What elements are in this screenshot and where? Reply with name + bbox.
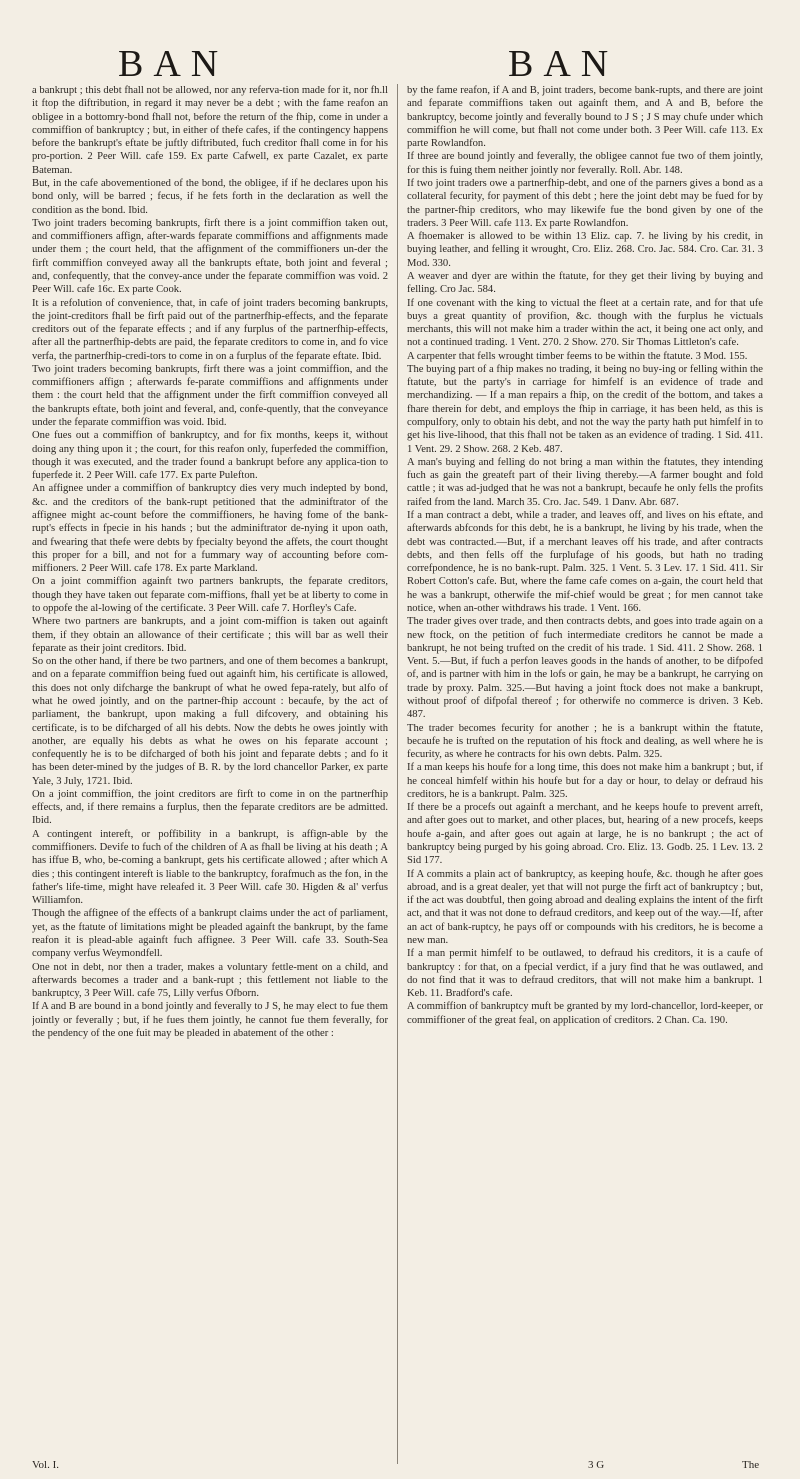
catchword: The (742, 1459, 760, 1471)
paragraph: It is a refolution of convenience, that, in cafe of joint traders becoming bankrupts, the joint-creditors fhall be firft paid out of the partnerfhip-effects, and the feparate creditors out of the feparate effects ; and if any furplus of the partnerfhip-effects, after all the partnerfhip-debts are paid, the feparate creditors to come in, and fo vice verfa, the partnerfhip-credi-tors to come in on a furplus of the feparate eftate. Ibid. (32, 297, 388, 362)
paragraph: A commiffion of bankruptcy muft be granted by my lord-chancellor, lord-keeper, or commiffioner of the great feal, on application of creditors. 2 Chan. Ca. 190. (407, 1001, 763, 1026)
paragraph: Two joint traders becoming bankrupts, firft there was a joint commiffion, and the commiffioners affign ; afterwards fe-parate commiffions and affignments under them : the court held that the affignment under the firft commiffion conveyed all the bankrupts eftate, both joint and feveral, and, confe-quently, that the conveyance under the feparate commiffion was void. Ibid. (32, 363, 388, 429)
left-column (32, 84, 388, 1464)
paragraph: Two joint traders becoming bankrupts, firft there is a joint commiffion taken out, and commiffioners affign, after-wards feparate commiffions and affignments made under them ; the court held, that the affignment of the commiffioners un-der the firft commiffion conveyed away all the bankrupts eftate, both joint and feveral ; and, confequently, that the convey-ance under the feparate commiffion was void. 2 Peer Will. cafe 16c. Ex parte Cook. (32, 217, 388, 296)
paragraph: If a man keeps his houfe for a long time, this does not make him a bankrupt ; but, if he conceal himfelf within his houfe but for a day or hour, to delay or defraud his creditors, he is a bankrupt. Palm. 325. (407, 762, 763, 800)
column-divider (397, 84, 398, 1464)
paragraph: But, in the cafe abovementioned of the bond, the obligee, if if he declares upon his bond only, will be barred ; fecus, if he fets forth in the declaration as well the condition as the bond. Ibid. (32, 177, 388, 216)
paragraph: One fues out a commiffion of bankruptcy, and for fix months, keeps it, without doing any thing upon it ; the court, for this reafon only, fuperfeded the commiffion, though it was executed, and the trader found a bankrupt before any applica-tion to fuperfede it. 2 Peer Will. cafe 177. Ex parte Pulefton. (32, 430, 388, 482)
paragraph: The trader gives over trade, and then contracts debts, and goes into trade again on a new ftock, on the petition of fuch intermediate creditors he cannot be made a bankrupt, he not being trufted on the credit of his trade. 1 Sid. 411. 2 Show. 268. 1 Vent. 5.—But, if fuch a perfon leaves goods in the hands of another, to be difpofed of, and is partner with him in the lofs or gain, he may be a bankrupt, he carrying on trade by proxy. Palm. 325.—But having a joint ftock does not make a bankrupt, without proof of difpofal thereof ; for otherwife no commerce is driven. 3 Keb. 487. (407, 616, 763, 721)
paragraph: If one covenant with the king to victual the fleet at a certain rate, and for that ufe buys a great quantity of provifion, &c. though with the furplus he victuals merchants, this will not make him a trader within the act, it being one act only, and not a continued trading. 1 Vent. 270. 2 Show. 270. Sir Thomas Littleton's cafe. (407, 297, 763, 349)
paragraph: The buying part of a fhip makes no trading, it being no buy-ing or felling within the ftatute, but the party's in carriage for himfelf is an evidence of trade and merchandizing. — If a man repairs a fhip, on the credit of the bottom, and takes a fhare therein for debt, and employs the fhip in carriage, it has been held, as this is compulfory, only to obtain his debt, and not the way the party hath put himfelf in to get his live-lihood, that this fhall not be taken as an evidence of trading. 1 Sid. 411. 1 Vent. 29. 2 Show. 268. 2 Keb. 487. (407, 363, 763, 455)
paragraph: If there be a procefs out againft a merchant, and he keeps houfe to prevent arreft, and after goes out to market, and other places, but, hearing of a new procefs, keeps houfe a-gain, and after goes out again at large, he is no bankrupt ; the act of bankruptcy being purged by his going abroad. Cro. Eliz. 13. Godb. 25. 1 Lev. 13. 2 Sid 177. (407, 802, 763, 867)
paragraph: If A commits a plain act of bankruptcy, as keeping houfe, &c. though he after goes abroad, and is a great dealer, yet that will not purge the firft act of bankruptcy ; but, if the act was doubtful, then going abroad and dealing explains the intent of the firft act, and that it was not done to defraud creditors, and keep out of the way.—If, after an act of bank-ruptcy, he pays off or compounds with his creditors, he is become a new man. (407, 868, 763, 946)
paragraph: One not in debt, nor then a trader, makes a voluntary fettle-ment on a child, and afterwards becomes a trader and a bank-rupt ; this fettlement not liable to the bankruptcy, 3 Peer Will. cafe 75, Lilly verfus Ofborn. (32, 961, 388, 1000)
paragraph: On a joint commiffion againft two partners bankrupts, the feparate creditors, though they have taken out feparate com-miffions, fhall yet be at liberty to come in to oppofe the al-lowing of the certificate. 3 Peer Will. cafe 7. Horfley's Cafe. (32, 576, 388, 614)
paragraph: Though the affignee of the effects of a bankrupt claims under the act of parliament, yet, as the ftatute of limitations might be pleaded againft the bankrupt, by the fame reafon it is plead-able againft fuch affignee. 3 Peer Will. cafe 33. South-Sea company verfus Weymondfell. (32, 908, 388, 960)
paragraph: If a man contract a debt, while a trader, and leaves off, and lives on his eftate, and afterwards abfconds for this debt, he is a bankrupt, he living by his trade, when the debt was contracted.—But, if a merchant leaves off his trade, and after contracts debts, and then fells off the furplufage of his goods, but hath no trading correfpondence, he is no bank-rupt. Palm. 325. 1 Vent. 5. 3 Lev. 17. 1 Sid. 411. Sir Robert Cotton's cafe. But, where the fame cafe comes on a-gain, the court held that he was a bankrupt, otherwife the mif-chief would be great ; for men cannot take notice, when an-other withdraws his trade. 1 Vent. 166. (407, 510, 763, 614)
paragraph: by the fame reafon, if A and B, joint traders, become bank-rupts, and there are joint and feparate commiffions taken out againft them, and A and B, before the bankruptcy, become jointly and feverally bound to J S ; J S may chufe under which commiffion he will come, but fhall not come under both. 3 Peer Will. cafe 113. Ex parte Rowlandfon. (407, 85, 763, 150)
paragraph: A fhoemaker is allowed to be within 13 Eliz. cap. 7. he living by his credit, in buying leather, and felling it wrought, Cro. Eliz. 268. Cro. Jac. 584. Cro. Car. 31. 3 Mod. 330. (407, 231, 763, 269)
running-head-left: BAN (118, 43, 229, 85)
paragraph: If three are bound jointly and feverally, the obligee cannot fue two of them jointly, for this is fuing them neither jointly nor feverally. Roll. Abr. 148. (407, 151, 763, 176)
paragraph: If a man permit himfelf to be outlawed, to defraud his creditors, it is a caufe of bankruptcy : for that, on a fpecial verdict, if a jury find that he was outlawed, and do not find that it was to defraud creditors, that will not make him a bankrupt. 1 Keb. 11. Bradford's cafe. (407, 948, 763, 1000)
running-head-right: BAN (508, 43, 619, 85)
right-column (407, 84, 763, 1464)
volume-mark: Vol. I. (32, 1459, 59, 1471)
paragraph: Where two partners are bankrupts, and a joint com-miffion is taken out againft them, if they obtain an allowance of their certificate ; this will bar as well their feparate as their joint creditors. Ibid. (32, 616, 388, 654)
paragraph: If A and B are bound in a bond jointly and feverally to J S, he may elect to fue them jointly or feverally ; but, if he fues them jointly, he cannot fue them feverally, for the pendency of the one fuit may be pleaded in abatement of the other : (32, 1001, 388, 1039)
paragraph: If two joint traders owe a partnerfhip-debt, and one of the parners gives a bond as a collateral fecurity, for payment of this debt ; here the joint debt may be fued for by the partner-fhip creditors, who may likewife fue the bond given by one of the traders. 3 Peer Will. cafe 113. Ex parte Rowlandfon. (407, 177, 763, 229)
paragraph: A weaver and dyer are within the ftatute, for they get their living by buying and felling. Cro Jac. 584. (407, 270, 763, 296)
signature-mark: 3 G (588, 1459, 605, 1471)
paragraph: The trader becomes fecurity for another ; he is a bankrupt within the ftatute, becaufe he is trufted on the reputation of his ftock and dealing, as well where he is fecurity, as where he contracts for his own debts. Palm. 325. (407, 722, 763, 761)
paragraph: So on the other hand, if there be two partners, and one of them becomes a bankrupt, and on a feparate commiffion being fued out againft him, his certificate is allowed, this does not only difcharge the bankrupt of what he owed fepa-rately, but alfo of what he owed jointly, and on the partner-fhip account : becaufe, by the act of parliament, the bankrupt, upon making a full difcovery, and obtaining his certificate, is to be difcharged of all his debts. Now the debts he owes jointly with another, are equally his debts as what he owes on his feparate account ; confequently he is to be difcharged of both his joint and feparate debts ; and fo it has been deter-mined by the judges of B. R. by the lord chancellor Parker, ex parte Yale, 3 July, 1721. Ibid. (32, 656, 388, 787)
paragraph: A contingent intereft, or poffibility in a bankrupt, is affign-able by the commiffioners. Devife to fuch of the children of A as fhall be living at his death ; A has iffue B, who, be-coming a bankrupt, gets his certificate allowed ; after which A dies ; this contingent intereft is liable to the bankruptcy, forafmuch as the fon, in the father's life-time, might have releafed it. 3 Peer Will. cafe 30. Higden & al' verfus Williamfon. (32, 828, 388, 907)
paragraph: A carpenter that fells wrought timber feems to be within the ftatute. 3 Mod. 155. (407, 350, 748, 362)
paragraph: An affignee under a commiffion of bankruptcy dies very much indepted by bond, &c. and the creditors of the bank-rupt petitioned that the adminiftrator of the affignee might ac-count before the commiffioners, he having fome of the bank-rupt's effects in fpecie in his hands ; but the adminiftrator de-nying it upon oath, and fwearing that thefe were debts by fpecialty beyond the affets, the court thought this proper for a bill, and not for a fummary way of accounting before com-miffioners. 2 Peer Will. cafe 178. Ex parte Markland. (32, 483, 388, 575)
paragraph: On a joint commiffion, the joint creditors are firft to come in on the partnerfhip effects, and, if there remains a furplus, then the feparate creditors are be admitted. Ibid. (32, 788, 388, 827)
paragraph: a bankrupt ; this debt fhall not be allowed, nor any referva-tion made for it, nor fh.ll it ftop the diftribution, in regard it may never be a debt ; with the fame reafon an obligee in a bottomry-bond fhall not, before the return of the fhip, come in under a commiffion of bankruptcy ; but, in either of thefe cafes, if the contingency happens before the bankrupt's eftate be juftly diftributed, fuch creditor fhall come in for his pro-portion. 2 Peer Will. cafe 159. Ex parte Cafwell, ex parte Cazalet, ex parte Bateman. (32, 85, 388, 176)
paragraph: A man's buying and felling do not bring a man within the ftatutes, they intending fuch as gain the greateft part of their living thereby.—A farmer bought and fold cattle ; it was ad-judged that he was not a bankrupt, becaufe he only fells the profits raifed from the land. March 35. Cro. Jac. 549. 1 Danv. Abr. 687. (407, 456, 763, 508)
